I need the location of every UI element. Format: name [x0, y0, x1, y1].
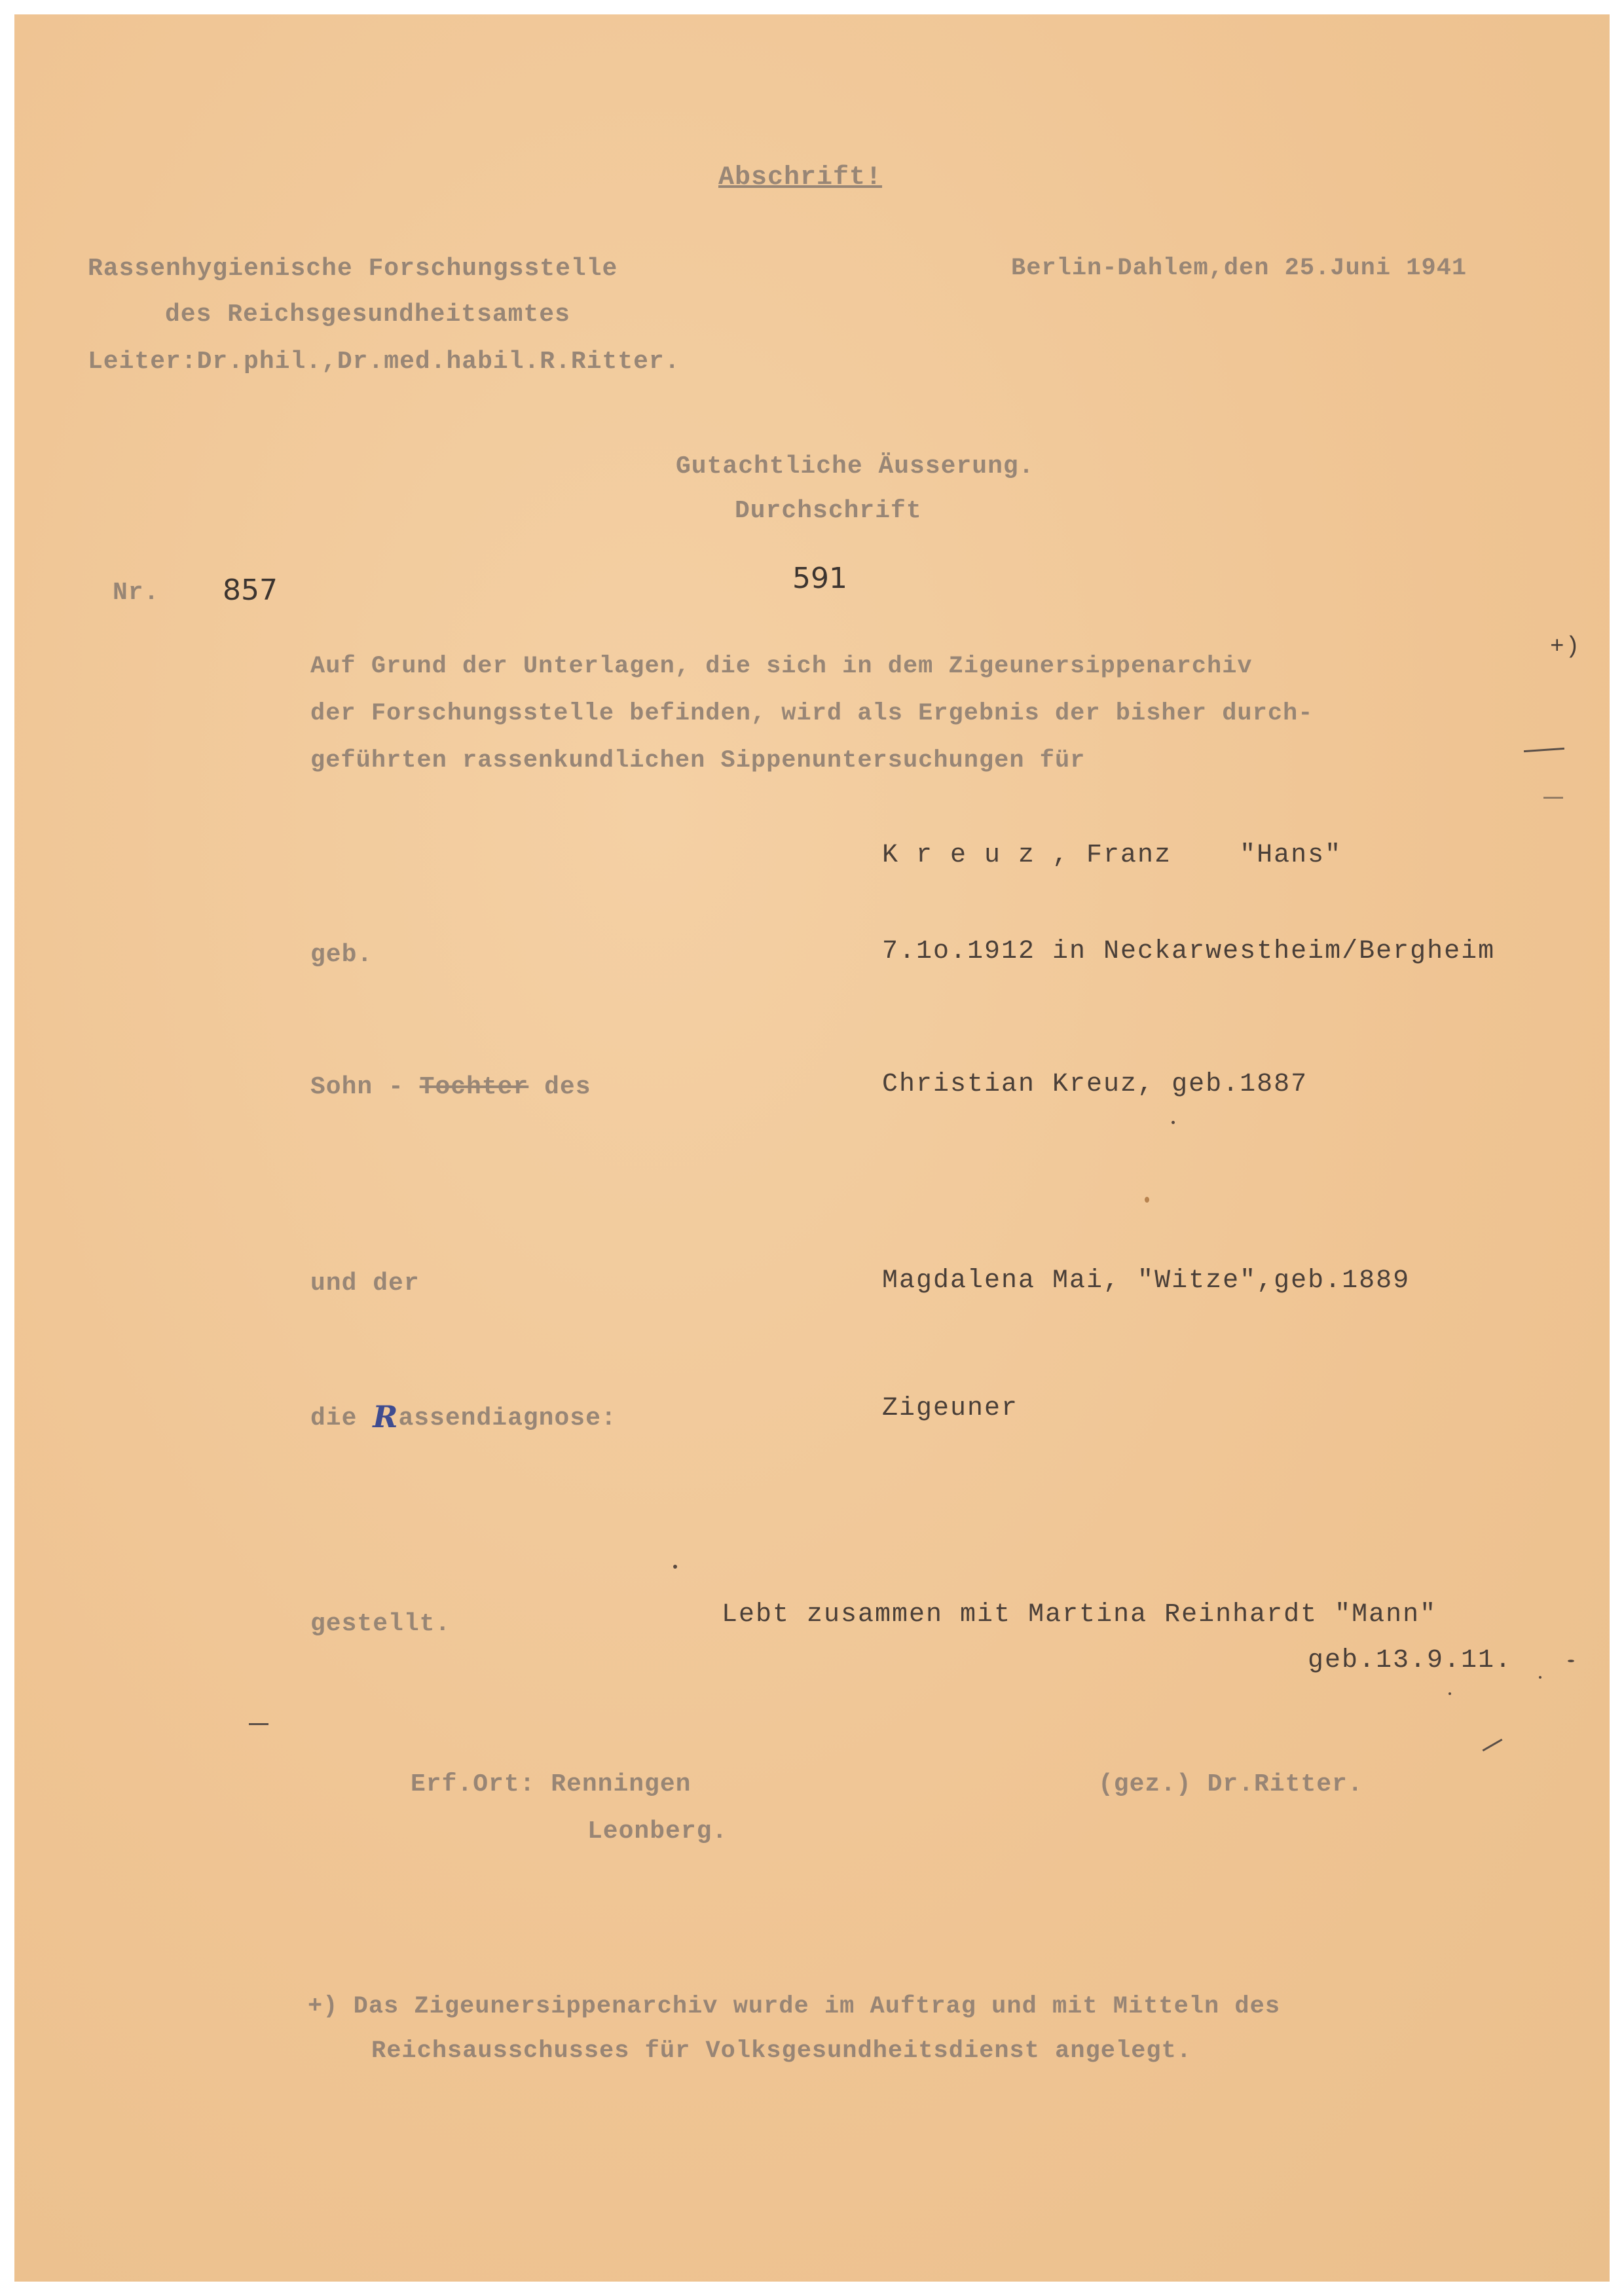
margin-mark: [1483, 1739, 1503, 1752]
margin-mark: [1524, 748, 1564, 752]
speck: [1449, 1692, 1451, 1695]
speck: [673, 1565, 677, 1569]
nr-label: Nr.: [113, 579, 160, 607]
and-label: und der: [310, 1269, 420, 1298]
child-label-des: des: [528, 1073, 591, 1101]
intro-line-1: Auf Grund der Unterlagen, die sich in dem Zigeunersippenarchiv: [310, 653, 1253, 680]
born-value: 7.1o.1912 in Neckarwestheim/Bergheim: [882, 937, 1496, 966]
diagnosis-label: [310, 1399, 617, 1434]
sender-line-3: Leiter:Dr.phil.,Dr.med.habil.R.Ritter.: [88, 348, 680, 376]
document-title: Gutachtliche Äusserung.: [676, 452, 1035, 481]
person-name: K r e u z , Franz "Hans": [882, 841, 1342, 870]
diagnosis-label-rest: assendiagnose:: [398, 1404, 617, 1432]
document-sheet: [14, 14, 1610, 2282]
signature: (gez.) Dr.Ritter.: [1098, 1770, 1363, 1798]
stated-label: gestellt.: [310, 1610, 451, 1638]
sender-line-1: Rassenhygienische Forschungsstelle: [88, 255, 618, 283]
child-label-tochter-struck: Tochter: [419, 1073, 529, 1101]
mother: Magdalena Mai, "Witze",geb.1889: [882, 1266, 1411, 1296]
child-of-label: [310, 1075, 591, 1100]
file-number: 591: [792, 562, 847, 595]
father: Christian Kreuz, geb.1887: [882, 1070, 1308, 1099]
diagnosis-value: Zigeuner: [882, 1394, 1019, 1423]
speck: [1568, 1660, 1574, 1662]
diagnosis-label-die: die: [310, 1404, 373, 1432]
child-label-sohn: Sohn -: [310, 1073, 420, 1101]
speck: [1539, 1676, 1541, 1679]
born-label: geb.: [310, 941, 373, 969]
handwritten-r: R: [373, 1399, 399, 1434]
remark-line-2: geb.13.9.11.: [1308, 1646, 1513, 1675]
erf-ort-line-1: Erf.Ort: Renningen: [411, 1770, 692, 1798]
intro-marker: +): [1550, 633, 1581, 660]
sender-line-2: des Reichsgesundheitsamtes: [165, 301, 570, 329]
footnote-line-1: +) Das Zigeunersippenarchiv wurde im Auftrag und mit Mitteln des: [308, 1993, 1281, 2020]
nr-value: 857: [223, 574, 278, 607]
intro-line-3: geführten rassenkundlichen Sippenuntersuchungen für: [310, 747, 1086, 774]
margin-mark: [1543, 797, 1563, 799]
intro-line-2: der Forschungsstelle befinden, wird als Ergebnis der bisher durch-: [310, 700, 1314, 727]
footnote-line-2: Reichsausschusses für Volksgesundheitsdienst angelegt.: [371, 2037, 1192, 2065]
margin-mark: [249, 1723, 268, 1725]
remark-line-1: Lebt zusammen mit Martina Reinhardt "Mann": [722, 1600, 1437, 1630]
document-subtitle: Durchschrift: [735, 497, 922, 525]
speck: [1145, 1197, 1149, 1203]
erf-ort-line-2: Leonberg.: [587, 1817, 728, 1846]
place-date: Berlin-Dahlem,den 25.Juni 1941: [1011, 255, 1467, 282]
heading: Abschrift!: [718, 163, 883, 192]
speck: [1172, 1121, 1175, 1124]
